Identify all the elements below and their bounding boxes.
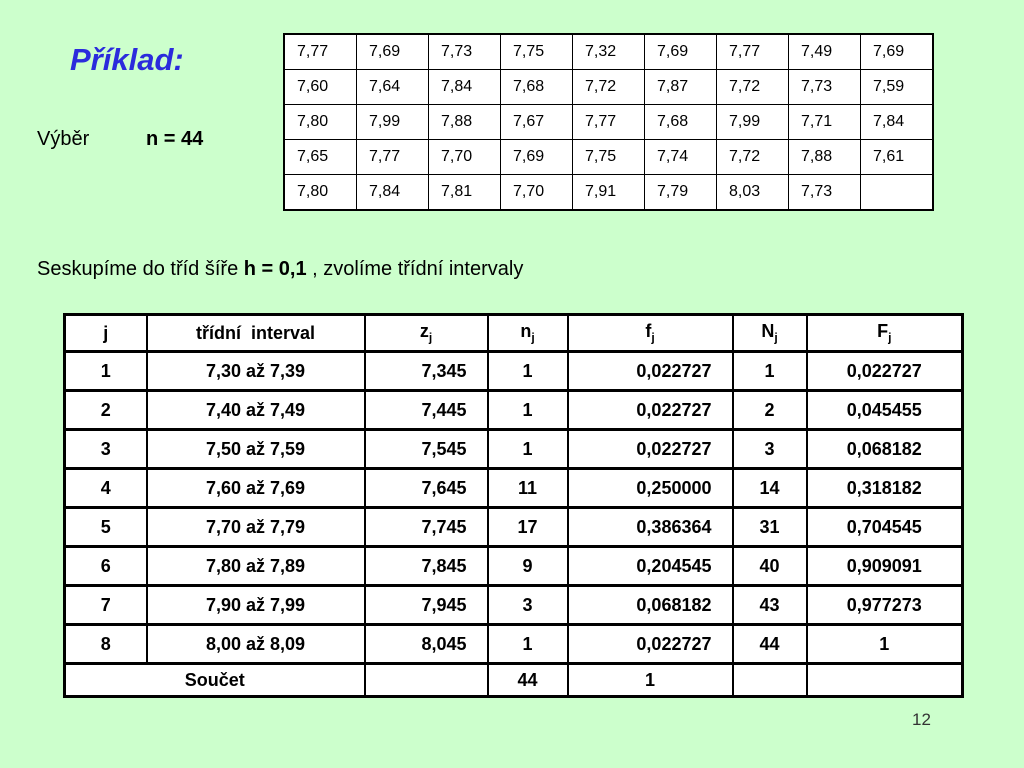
- sum-n: 44: [488, 664, 568, 697]
- column-header: [807, 315, 963, 352]
- table-cell: 7,545: [365, 430, 488, 469]
- header-subscript: j: [774, 330, 778, 345]
- header-subscript: j: [428, 330, 433, 345]
- sample-cell: 7,77: [284, 34, 357, 70]
- table-cell: 7,845: [365, 547, 488, 586]
- sample-cell: 7,87: [645, 70, 717, 105]
- header-label: F: [877, 321, 889, 342]
- column-header: [733, 315, 807, 352]
- sum-label: Součet: [65, 664, 365, 697]
- table-cell: 8,00 až 8,09: [147, 625, 365, 664]
- sample-cell: 7,73: [789, 175, 861, 211]
- sample-table: [283, 33, 934, 211]
- table-cell: 7,70 až 7,79: [147, 508, 365, 547]
- sum-row: [65, 664, 963, 697]
- table-cell: 1: [733, 352, 807, 391]
- table-cell: 17: [488, 508, 568, 547]
- table-cell: 0,909091: [807, 547, 963, 586]
- sample-cell: 7,72: [717, 140, 789, 175]
- sample-cell: 7,81: [429, 175, 501, 211]
- table-cell: 7,90 až 7,99: [147, 586, 365, 625]
- sentence-part2: , zvolíme třídní intervaly: [312, 258, 524, 280]
- table-cell: 14: [733, 469, 807, 508]
- table-cell: 7,30 až 7,39: [147, 352, 365, 391]
- sample-cell: 7,75: [501, 34, 573, 70]
- sample-cell: 7,77: [717, 34, 789, 70]
- sum-N: [733, 664, 807, 697]
- table-cell: 0,204545: [568, 547, 733, 586]
- table-cell: 9: [488, 547, 568, 586]
- table-cell: 0,068182: [807, 430, 963, 469]
- table-cell: 1: [488, 391, 568, 430]
- table-cell: 7,60 až 7,69: [147, 469, 365, 508]
- sample-cell: 7,71: [789, 105, 861, 140]
- sample-cell: 7,72: [717, 70, 789, 105]
- table-cell: 0,045455: [807, 391, 963, 430]
- table-cell: 1: [488, 352, 568, 391]
- frequency-table: [63, 313, 964, 698]
- table-cell: 7,50 až 7,59: [147, 430, 365, 469]
- table-row: [65, 625, 963, 664]
- sum-z: [365, 664, 488, 697]
- header-subscript: j: [888, 330, 892, 345]
- sample-row: [284, 105, 933, 140]
- header-subscript: j: [531, 330, 535, 345]
- sample-cell: 7,99: [357, 105, 429, 140]
- table-cell: 0,977273: [807, 586, 963, 625]
- class-width: h = 0,1: [243, 258, 307, 280]
- table-row: [65, 391, 963, 430]
- table-cell: 40: [733, 547, 807, 586]
- table-cell: 7,645: [365, 469, 488, 508]
- table-cell: 7,445: [365, 391, 488, 430]
- table-cell: 1: [65, 352, 147, 391]
- sample-cell: 7,75: [573, 140, 645, 175]
- table-row: [65, 352, 963, 391]
- sample-cell: 7,84: [357, 175, 429, 211]
- header-label: j: [103, 322, 109, 343]
- sample-cell: 7,65: [284, 140, 357, 175]
- sentence-part1: Seskupíme do tříd šíře: [37, 258, 239, 280]
- table-cell: 0,022727: [568, 430, 733, 469]
- sample-cell: 7,61: [861, 140, 934, 175]
- sample-cell: 7,69: [861, 34, 934, 70]
- sample-cell: 7,69: [357, 34, 429, 70]
- table-cell: 0,022727: [568, 625, 733, 664]
- sample-cell: 7,69: [645, 34, 717, 70]
- table-cell: 1: [807, 625, 963, 664]
- table-cell: 3: [65, 430, 147, 469]
- sample-cell: 7,73: [429, 34, 501, 70]
- sum-f: 1: [568, 664, 733, 697]
- table-cell: 3: [488, 586, 568, 625]
- table-cell: 11: [488, 469, 568, 508]
- header-label: z: [419, 321, 429, 342]
- sample-cell: 7,88: [789, 140, 861, 175]
- header-label: n: [520, 321, 532, 342]
- table-row: [65, 469, 963, 508]
- table-row: [65, 430, 963, 469]
- sample-cell: 7,69: [501, 140, 573, 175]
- sample-cell: 8,03: [717, 175, 789, 211]
- header-label: N: [761, 321, 775, 342]
- sample-row: [284, 175, 933, 211]
- table-cell: 7,40 až 7,49: [147, 391, 365, 430]
- header-subscript: j: [651, 330, 655, 345]
- sample-cell: 7,84: [429, 70, 501, 105]
- sample-cell: 7,67: [501, 105, 573, 140]
- table-cell: 7,745: [365, 508, 488, 547]
- sample-label: Výběr: [37, 128, 90, 150]
- sample-cell: [861, 175, 934, 211]
- sample-cell: 7,73: [789, 70, 861, 105]
- sample-cell: 7,77: [573, 105, 645, 140]
- table-cell: 6: [65, 547, 147, 586]
- table-cell: 2: [733, 391, 807, 430]
- table-cell: 0,068182: [568, 586, 733, 625]
- sample-row: [284, 70, 933, 105]
- sample-cell: 7,99: [717, 105, 789, 140]
- table-cell: 8: [65, 625, 147, 664]
- table-cell: 0,704545: [807, 508, 963, 547]
- sample-size: n = 44: [146, 128, 204, 150]
- header-label: f: [645, 321, 652, 342]
- sample-cell: 7,79: [645, 175, 717, 211]
- sample-cell: 7,84: [861, 105, 934, 140]
- sample-cell: 7,70: [501, 175, 573, 211]
- grouping-sentence: [37, 258, 523, 281]
- sample-cell: 7,88: [429, 105, 501, 140]
- table-cell: 5: [65, 508, 147, 547]
- sample-cell: 7,74: [645, 140, 717, 175]
- table-cell: 0,386364: [568, 508, 733, 547]
- table-row: [65, 508, 963, 547]
- column-header: [147, 315, 365, 352]
- sample-cell: 7,91: [573, 175, 645, 211]
- table-cell: 31: [733, 508, 807, 547]
- column-header: [488, 315, 568, 352]
- sample-cell: 7,77: [357, 140, 429, 175]
- sample-cell: 7,64: [357, 70, 429, 105]
- table-cell: 7,80 až 7,89: [147, 547, 365, 586]
- sample-row: [284, 140, 933, 175]
- table-cell: 0,318182: [807, 469, 963, 508]
- column-header: [65, 315, 147, 352]
- table-cell: 1: [488, 430, 568, 469]
- table-cell: 2: [65, 391, 147, 430]
- sample-cell: 7,70: [429, 140, 501, 175]
- sample-row: [284, 34, 933, 70]
- table-cell: 0,022727: [807, 352, 963, 391]
- table-cell: 44: [733, 625, 807, 664]
- column-header: [568, 315, 733, 352]
- sample-cell: 7,80: [284, 105, 357, 140]
- sample-cell: 7,49: [789, 34, 861, 70]
- sample-cell: 7,72: [573, 70, 645, 105]
- table-cell: 3: [733, 430, 807, 469]
- table-cell: 7: [65, 586, 147, 625]
- sample-cell: 7,59: [861, 70, 934, 105]
- table-cell: 1: [488, 625, 568, 664]
- table-cell: 7,345: [365, 352, 488, 391]
- table-cell: 0,250000: [568, 469, 733, 508]
- table-cell: 0,022727: [568, 352, 733, 391]
- column-header: [365, 315, 488, 352]
- table-row: [65, 586, 963, 625]
- sample-cell: 7,68: [501, 70, 573, 105]
- sample-cell: 7,80: [284, 175, 357, 211]
- table-cell: 7,945: [365, 586, 488, 625]
- table-cell: 0,022727: [568, 391, 733, 430]
- sample-cell: 7,32: [573, 34, 645, 70]
- sample-cell: 7,68: [645, 105, 717, 140]
- page-number: 12: [912, 710, 931, 729]
- header-label: třídní interval: [195, 322, 316, 343]
- table-row: [65, 547, 963, 586]
- sample-cell: 7,60: [284, 70, 357, 105]
- table-cell: 4: [65, 469, 147, 508]
- slide-title: Příklad:: [70, 42, 184, 77]
- table-cell: 43: [733, 586, 807, 625]
- sum-F: [807, 664, 963, 697]
- table-cell: 8,045: [365, 625, 488, 664]
